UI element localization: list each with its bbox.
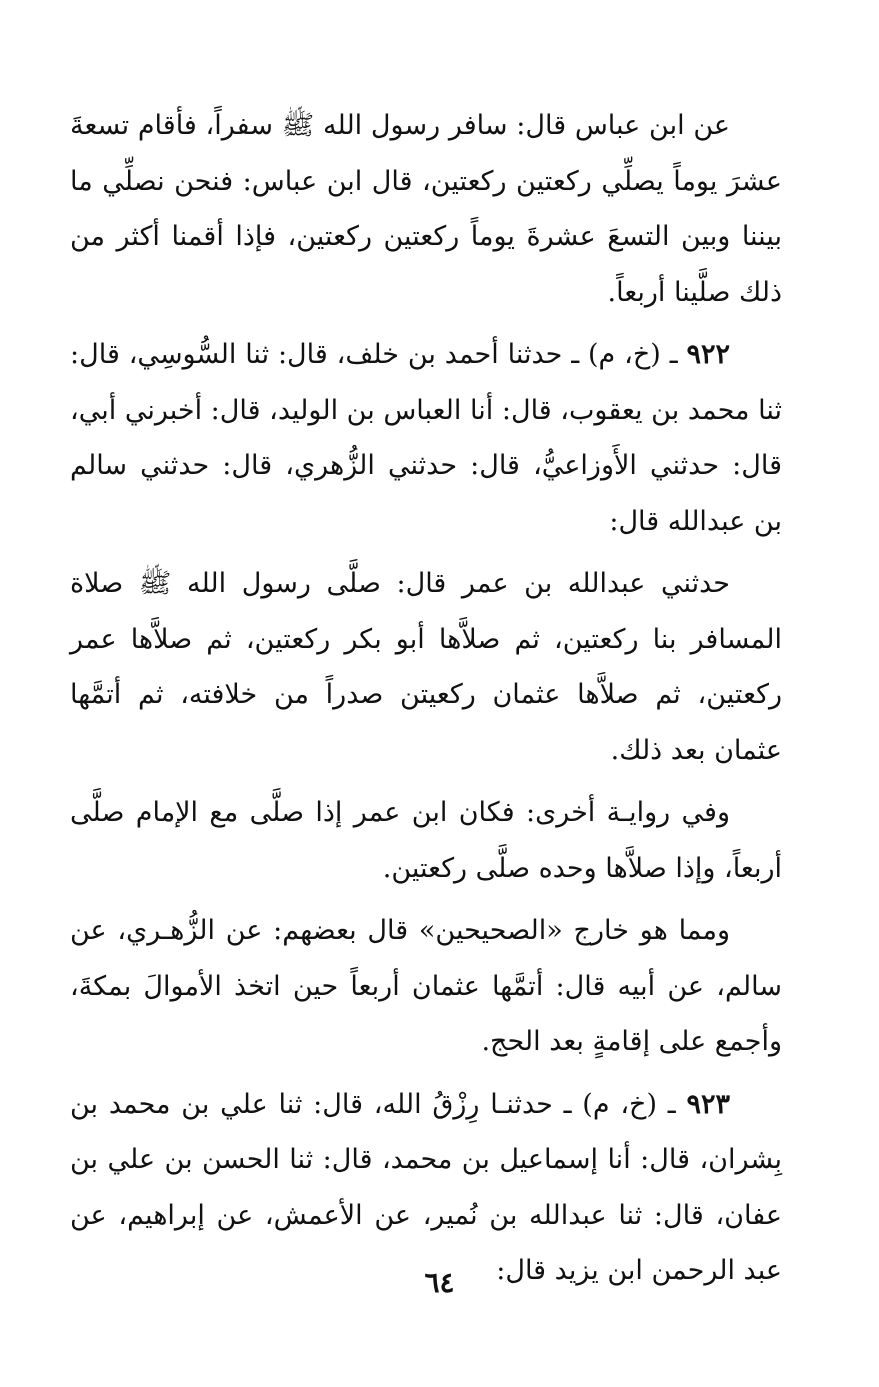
hadith-number: ٩٢٢ xyxy=(686,339,730,370)
paragraph-text: وفي روايـة أخرى: فكان ابن عمر إذا صلَّى مع الإمام صلَّى أربعاً، وإذا صلاَّها وحده صلَّى ركعتين. xyxy=(70,797,782,884)
paragraph-other-narration xyxy=(70,785,782,896)
page-number: ٦٤ xyxy=(424,1266,455,1299)
paragraph-ibn-abbas xyxy=(70,98,782,320)
hadith-number: ٩٢٣ xyxy=(686,1088,730,1120)
page-body xyxy=(70,98,782,1306)
paragraph-text: ـ (خ، م) ـ حدثنـا رِزْقُ الله، قال: ثنا علي بن محمد بن بِشران، قال: أنا إسماعيل بن محمد، قال: ثنا الحسن بن علي بن عفان، قال: ثنا عبدالله بن نُمير، عن الأعمش، عن إبراهيم، عن عبد الرحمن ابن يزيد قال: xyxy=(70,1088,782,1286)
paragraph-hadith-922 xyxy=(70,327,782,549)
paragraph-text: عن ابن عباس قال: سافر رسول الله ﷺ سفراً، فأقام تسعةَ عشرَ يوماً يصلِّي ركعتين ركعتين، قال ابن عباس: فنحن نصلِّي ما بيننا وبين التسعَ عشرةَ يوماً ركعتين ركعتين، فإذا أقمنا أكثر من ذلك صلَّينا أربعاً. xyxy=(70,110,782,308)
paragraph-text: ومما هو خارج «الصحيحين» قال بعضهم: عن الزُّهـري، عن سالم، عن أبيه قال: أتمَّها عثمان أربعاً حين اتخذ الأموالَ بمكةَ، وأجمع على إقامةٍ بعد الحج. xyxy=(70,915,782,1057)
paragraph-text: ـ (خ، م) ـ حدثنا أحمد بن خلف، قال: ثنا السُّوسِي، قال: ثنا محمد بن يعقوب، قال: أنا العباس بن الوليد، قال: أخبرني أبي، قال: حدثني الأَوزاعيُّ، قال: حدثني الزُّهري، قال: حدثني سالم بن عبدالله قال: xyxy=(70,339,782,537)
paragraph-abdullah-ibn-umar xyxy=(70,556,782,778)
paragraph-outside-sahihayn xyxy=(70,903,782,1070)
paragraph-text: حدثني عبدالله بن عمر قال: صلَّى رسول الله ﷺ صلاة المسافر بنا ركعتين، ثم صلاَّها أبو بكر ركعتين، ثم صلاَّها عمر ركعتين، ثم صلاَّها عثمان ركعيتن صدراً من خلافته، ثم أتمَّها عثمان بعد ذلك. xyxy=(70,568,782,766)
